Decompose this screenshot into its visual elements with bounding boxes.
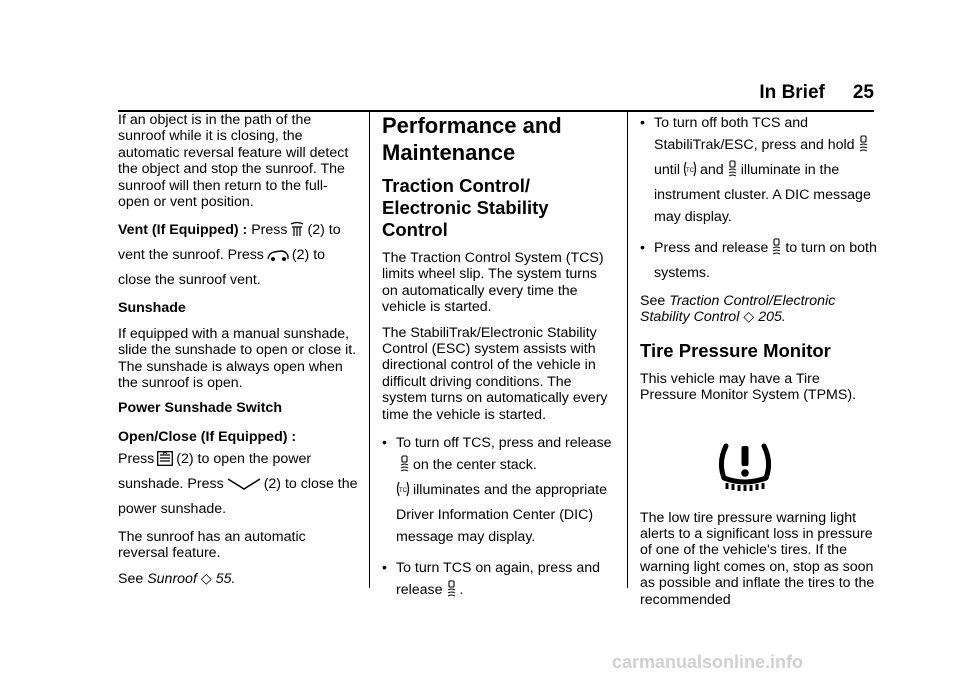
column-3 — [640, 112, 880, 617]
cross-reference: See Traction Control/Electronic Stability Control ◇ 205. — [640, 293, 836, 326]
vent-paragraph: Vent (If Equipped) : Press (2) to vent the sunroof. Press (2) to close the sunroof vent. — [118, 222, 341, 289]
openclose-paragraph: Open/Close (If Equipped) : Press (2) to open the power sunshade. Press (2) to close the power sunshade. — [118, 428, 358, 517]
sunshade-open-icon — [157, 451, 173, 473]
page-header — [759, 82, 874, 104]
tire-pressure-warning-icon — [717, 442, 773, 492]
vent-label: Vent (If Equipped) : — [118, 222, 248, 239]
traction-control-icon — [771, 238, 782, 262]
list-item: • Press and release to turn on both systems. — [640, 240, 877, 281]
esc-indicator-icon — [727, 160, 738, 184]
sunroof-close-icon — [267, 247, 289, 269]
watermark: carmanualsonline.info — [612, 652, 804, 672]
tcs-indicator-icon — [396, 481, 410, 504]
paragraph: If equipped with a manual sunshade, slide the sunshade to open or close it. The sunshade is always open when the sunroof is open. — [118, 325, 357, 392]
list-item: • To turn off both TCS and StabiliTrak/ESC, press and holduntil TC and illuminate in the instrument cluster. A DIC message may display. — [640, 115, 871, 225]
paragraph: This vehicle may have a Tire Pressure Monitor System (TPMS). — [640, 370, 857, 404]
paragraph: The StabiliTrak/Electronic Stability Control (ESC) system assists with directional control of the vehicle in difficult driving conditions. The system turns on automatically every time the vehicle is started. — [382, 324, 608, 423]
traction-control-icon — [399, 455, 410, 479]
traction-control-icon — [446, 580, 457, 604]
column-divider — [369, 112, 370, 588]
subsection-heading: Traction Control/ Electronic Stability Control — [382, 175, 549, 240]
section-title: In Brief — [759, 82, 825, 103]
openclose-label: Open/Close (If Equipped) : — [118, 428, 297, 445]
subheading: Sunshade — [118, 300, 186, 317]
column-1 — [118, 112, 358, 596]
paragraph: The sunroof has an automatic reversal feature. — [118, 528, 306, 562]
paragraph: The low tire pressure warning light alerts to a significant loss in pressure of one of the vehicle's tires. If the warning light comes on, stop as soon as possible and inflate the tires to the recommended — [640, 509, 875, 608]
sunroof-vent-icon — [290, 221, 304, 244]
paragraph: The Traction Control System (TCS) limits wheel slip. The system turns on automatically every time the vehicle is started. — [382, 250, 604, 316]
tcs-indicator-icon — [683, 161, 697, 184]
page-number: 25 — [852, 82, 874, 103]
traction-control-icon — [858, 135, 869, 159]
subsection-heading: Tire Pressure Monitor — [640, 339, 831, 361]
svg-text:TC: TC — [399, 488, 407, 495]
subheading: Power Sunshade Switch — [118, 400, 282, 417]
section-heading: Performance and Maintenance — [382, 113, 562, 165]
paragraph: If an object is in the path of the sunroof while it is closing, the automatic reversal feature will detect the object and stop the sunroof. The sunroof will then return to the full-open or vent position. — [118, 112, 349, 211]
column-divider — [627, 112, 628, 588]
list-item: • To turn TCS on again, press and release . — [382, 557, 614, 604]
sunshade-close-icon — [227, 476, 261, 498]
cross-reference: See Sunroof ◇ 55. — [118, 570, 236, 587]
list-item: • To turn off TCS, press and releaseon the center stack. TC illuminates and the appropriate Driver Information Center (DIC) message may display. — [382, 435, 612, 546]
column-2 — [382, 112, 614, 613]
svg-text:TC: TC — [686, 168, 695, 174]
